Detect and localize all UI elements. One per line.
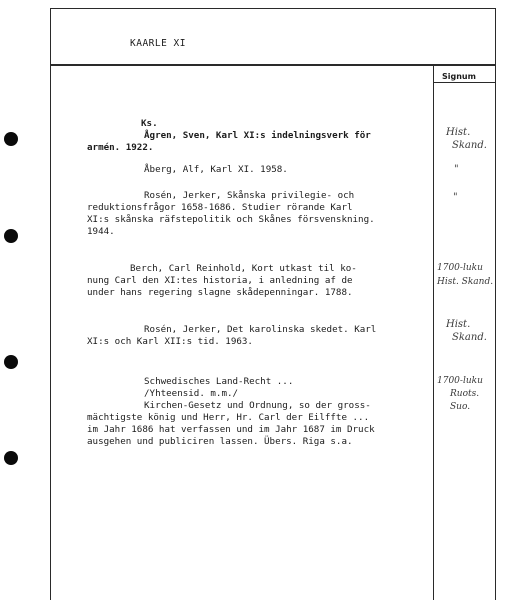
punch-hole [4,355,18,369]
signum-entry: Suo. [450,402,471,412]
entry-line: nung Carl den XI:tes historia, i anledning af de [87,275,353,286]
entry-line: mächtigste könig und Herr, Hr. Carl der Eilffte ... [87,412,370,423]
entry-line: Kirchen-Gesetz und Ordnung, so der gross- [144,400,371,411]
signum-entry: Hist. Skand. [437,277,494,287]
entry-line: im Jahr 1686 hat verfassen und im Jahr 1687 im Druck [87,424,375,435]
entry-line: XI:s skånska räfstepolitik och Skånes försvenskning. [87,214,375,225]
signum-entry: Ruots. [450,389,480,399]
entry-line: 1944. [87,226,115,237]
signum-entry: " [453,192,458,203]
signum-entry: Skand. [452,332,487,343]
signum-entry: Hist. [446,127,471,138]
entry-line: under hans regering slagne skådepenningar. 1788. [87,287,353,298]
entry-line: armén. 1922. [87,142,154,153]
header-rule [50,64,496,66]
punch-hole [4,451,18,465]
entry-line: ausgehen und publiciren lassen. Übers. Riga s.a. [87,436,353,447]
card-right-edge [495,8,496,600]
signum-label: Signum [442,72,476,81]
signum-entry: Hist. [446,319,471,330]
punch-hole [4,132,18,146]
entry-line: /Yhteensid. m.m./ [144,388,239,399]
signum-entry: 1700-luku [437,263,483,273]
entry-line: XI:s och Karl XII:s tid. 1963. [87,336,253,347]
entry-line: Rosén, Jerker, Skånska privilegie- och [144,190,355,201]
entry-line: Rosén, Jerker, Det karolinska skedet. Karl [144,324,377,335]
card-header: KAARLE XI [130,38,186,49]
card-top-edge [50,8,496,9]
entry-line: Åberg, Alf, Karl XI. 1958. [144,164,288,175]
classmark: Ks. [141,118,158,129]
signum-column-divider [433,66,434,600]
signum-rule [433,82,496,83]
entry-line: reduktionsfrågor 1658-1686. Studier rörande Karl [87,202,353,213]
signum-entry: 1700-luku [437,376,483,386]
signum-entry: " [454,164,459,175]
entry-line: Berch, Carl Reinhold, Kort utkast til ko- [130,263,357,274]
card-left-edge [50,8,51,600]
punch-hole [4,229,18,243]
signum-entry: Skand. [452,140,487,151]
entry-line: Schwedisches Land-Recht ... [144,376,294,387]
entry-line: Ågren, Sven, Karl XI:s indelningsverk för [144,130,371,141]
